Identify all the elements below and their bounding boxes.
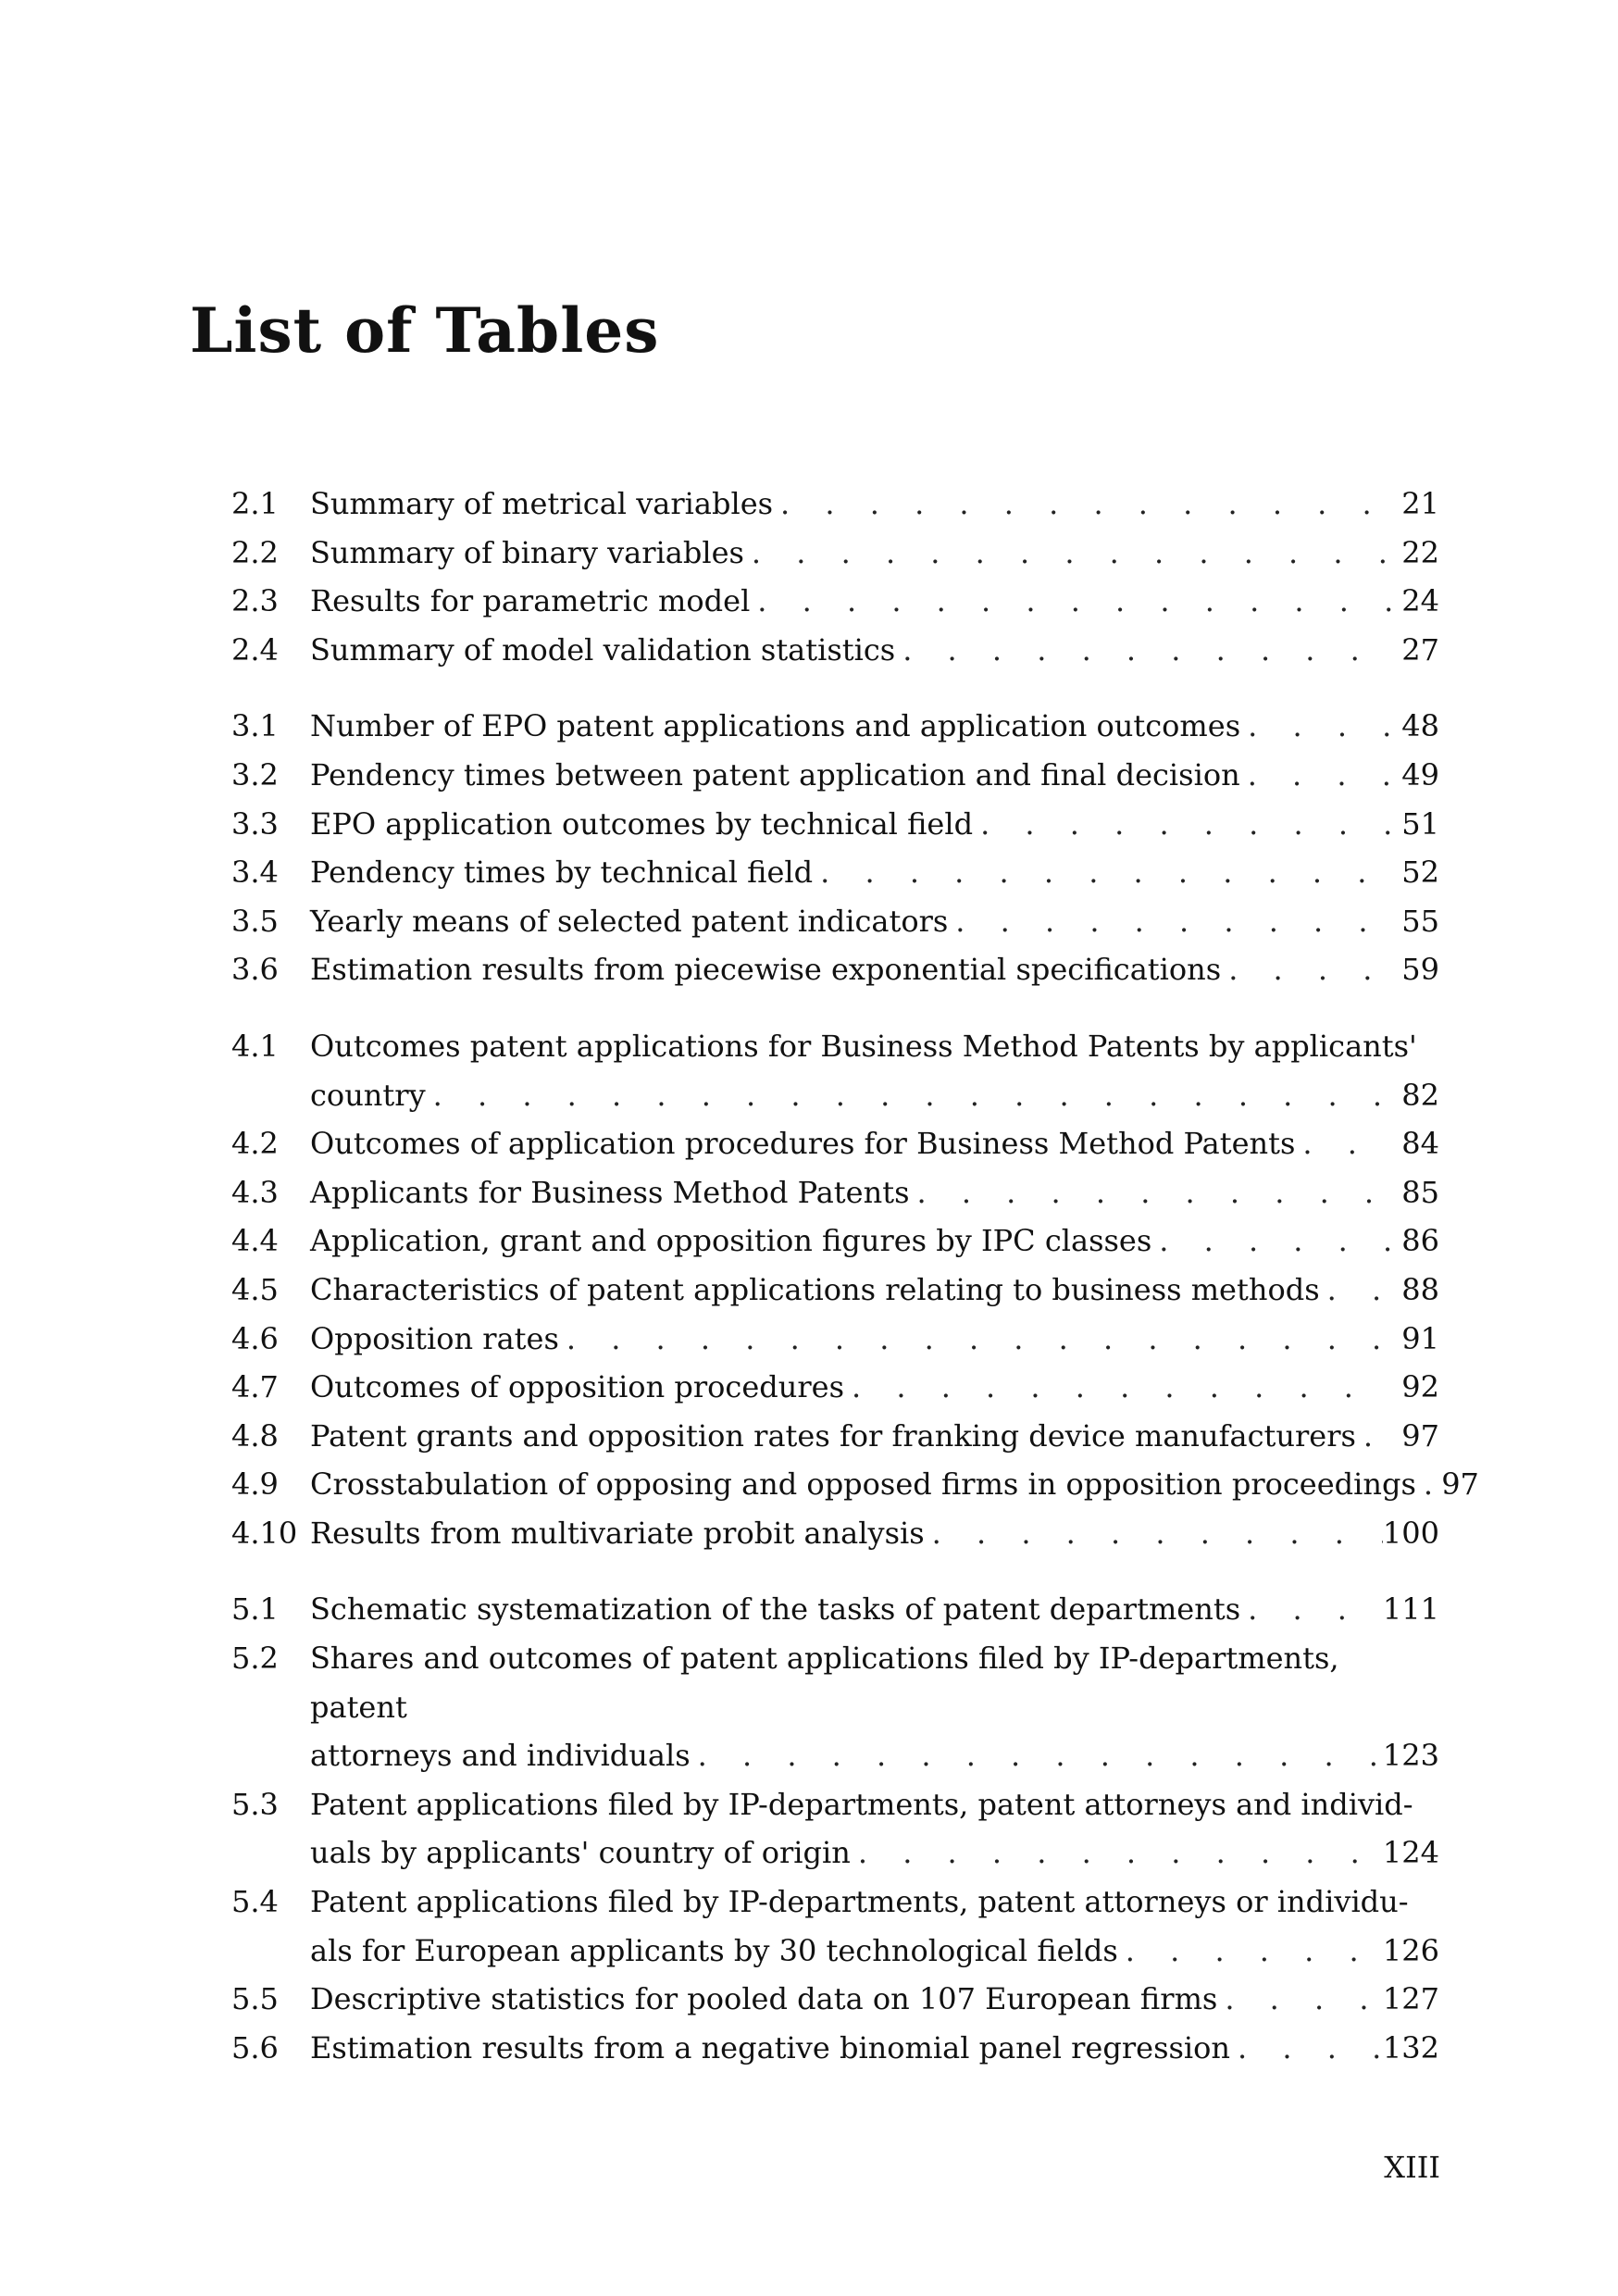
table-title: uals by applicants' country of origin	[310, 1835, 851, 1871]
toc-entry[interactable]	[231, 1119, 1439, 1168]
toc-entry[interactable]	[231, 1022, 1439, 1119]
page-ref: 97	[1441, 1466, 1479, 1503]
table-number: 3.5	[231, 903, 279, 939]
table-title: Crosstabulation of opposing and opposed firms in opposition proceedings	[310, 1466, 1416, 1503]
table-title: als for European applicants by 30 technological fields	[310, 1932, 1118, 1968]
table-number: 4.4	[231, 1223, 279, 1259]
toc-entry[interactable]	[231, 1509, 1439, 1558]
toc-entry[interactable]	[231, 1168, 1439, 1217]
dot-leader	[973, 800, 1391, 849]
dot-leader	[1416, 1460, 1431, 1509]
dot-leader	[691, 1731, 1383, 1780]
table-title: Results for parametric model	[310, 583, 751, 619]
toc-entry[interactable]	[231, 848, 1439, 897]
page-ref: 85	[1401, 1174, 1439, 1210]
toc-entry[interactable]	[231, 1878, 1439, 1975]
page-ref: 24	[1401, 583, 1439, 619]
page-ref: 100	[1382, 1515, 1439, 1551]
table-number: 4.9	[231, 1466, 279, 1503]
table-title: Outcomes of application procedures for Business Method Patents	[310, 1126, 1296, 1162]
table-title-line: Patent applications filed by IP-departments, patent attorneys or individu-	[310, 1884, 1409, 1920]
table-title: Pendency times by technical field	[310, 855, 814, 891]
table-title-line: Shares and outcomes of patent applications filed by IP-departments, patent	[310, 1641, 1339, 1725]
toc-entry[interactable]	[231, 480, 1439, 529]
table-number: 4.2	[231, 1126, 279, 1162]
toc-entry[interactable]	[231, 1780, 1439, 1878]
table-title: Schematic systematization of the tasks of patent departments	[310, 1591, 1241, 1628]
toc-entry[interactable]	[231, 577, 1439, 626]
page-ref: 21	[1401, 486, 1439, 521]
page-ref: 124	[1382, 1835, 1439, 1871]
page-ref: 92	[1401, 1369, 1439, 1405]
table-number: 2.4	[231, 631, 279, 668]
table-number: 3.1	[231, 708, 279, 744]
table-number: 4.6	[231, 1320, 279, 1356]
dot-leader	[1151, 1217, 1391, 1266]
toc-entry[interactable]	[231, 1266, 1439, 1315]
dot-leader	[813, 848, 1391, 897]
dot-leader	[948, 897, 1391, 946]
page-ref: 48	[1401, 708, 1439, 744]
table-title: Estimation results from piecewise exponential specifications	[310, 952, 1222, 988]
toc-entry[interactable]	[231, 1217, 1439, 1266]
toc-entry[interactable]	[231, 751, 1439, 800]
toc-entry[interactable]	[231, 1585, 1439, 1634]
page-ref: 82	[1401, 1077, 1439, 1113]
page-ref: 123	[1382, 1738, 1439, 1774]
table-number: 5.5	[231, 1981, 279, 2017]
table-title: Results from multivariate probit analysis	[310, 1515, 925, 1551]
page-ref: 84	[1401, 1126, 1439, 1162]
table-title: Pendency times between patent application and final decision	[310, 756, 1240, 792]
table-title: Applicants for Business Method Patents	[310, 1174, 910, 1210]
table-number: 4.1	[231, 1028, 279, 1064]
page-ref: 51	[1401, 805, 1439, 842]
table-number: 5.2	[231, 1641, 279, 1677]
page-ref: 127	[1382, 1981, 1439, 2017]
toc-entry[interactable]	[231, 945, 1439, 994]
toc-group	[231, 1022, 1479, 1558]
table-number: 4.5	[231, 1271, 279, 1307]
page-ref: 132	[1382, 2029, 1439, 2065]
table-title: Summary of binary variables	[310, 534, 744, 570]
table-number: 4.10	[231, 1515, 298, 1551]
table-title: country	[310, 1077, 426, 1113]
toc-entry[interactable]	[231, 2024, 1439, 2073]
page-number: XIII	[1384, 2150, 1440, 2185]
table-number: 3.3	[231, 805, 279, 842]
dot-leader	[1230, 2024, 1383, 2073]
table-number: 3.2	[231, 756, 279, 792]
table-title: Patent grants and opposition rates for franking device manufacturers	[310, 1417, 1356, 1454]
dot-leader	[750, 577, 1391, 626]
page-ref: 97	[1401, 1417, 1439, 1454]
page-ref: 86	[1401, 1223, 1439, 1259]
table-number: 3.6	[231, 952, 279, 988]
dot-leader	[744, 529, 1391, 578]
table-title: Summary of metrical variables	[310, 486, 774, 521]
page-ref: 55	[1401, 903, 1439, 939]
page-ref: 91	[1401, 1320, 1439, 1356]
list-of-tables	[231, 480, 1479, 2100]
toc-entry[interactable]	[231, 529, 1439, 578]
table-title: Descriptive statistics for pooled data on 107 European firms	[310, 1981, 1218, 2017]
dot-leader	[1320, 1266, 1391, 1315]
toc-entry[interactable]	[231, 626, 1439, 675]
table-title: Estimation results from a negative binomial panel regression	[310, 2029, 1231, 2065]
dot-leader	[1295, 1119, 1391, 1168]
page-ref: 49	[1401, 756, 1439, 792]
toc-entry[interactable]	[231, 1412, 1439, 1461]
page-ref: 22	[1401, 534, 1439, 570]
dot-leader	[426, 1071, 1391, 1120]
toc-entry[interactable]	[231, 702, 1439, 751]
dot-leader	[1240, 751, 1391, 800]
dot-leader	[851, 1828, 1383, 1878]
table-number: 4.8	[231, 1417, 279, 1454]
toc-entry[interactable]	[231, 1634, 1439, 1780]
dot-leader	[1221, 945, 1391, 994]
table-number: 5.1	[231, 1591, 279, 1628]
dot-leader	[1217, 1975, 1383, 2024]
dot-leader	[773, 480, 1391, 529]
table-title: Summary of model validation statistics	[310, 631, 896, 668]
toc-entry[interactable]	[231, 1460, 1479, 1509]
dot-leader	[925, 1509, 1383, 1558]
table-number: 2.3	[231, 583, 279, 619]
table-number: 2.1	[231, 486, 279, 521]
dot-leader	[844, 1363, 1391, 1412]
table-number: 4.7	[231, 1369, 279, 1405]
dot-leader	[1356, 1412, 1391, 1461]
toc-entry[interactable]	[231, 800, 1439, 849]
dot-leader	[559, 1315, 1391, 1364]
page-ref: 88	[1401, 1271, 1439, 1307]
toc-group	[231, 480, 1439, 674]
toc-entry[interactable]	[231, 1975, 1439, 2024]
dot-leader	[1240, 1585, 1383, 1634]
table-number: 3.4	[231, 855, 279, 891]
table-title: Opposition rates	[310, 1320, 559, 1356]
dot-leader	[909, 1168, 1391, 1217]
page-ref: 111	[1382, 1591, 1439, 1628]
table-title: Number of EPO patent applications and application outcomes	[310, 708, 1241, 744]
table-title: Characteristics of patent applications relating to business methods	[310, 1271, 1320, 1307]
toc-entry[interactable]	[231, 1363, 1439, 1412]
dot-leader	[1118, 1927, 1383, 1976]
table-title-line: Patent applications filed by IP-departments, patent attorneys and individ-	[310, 1786, 1413, 1822]
table-title: Application, grant and opposition figures by IPC classes	[310, 1223, 1152, 1259]
page-title: List of Tables	[190, 294, 660, 367]
table-number: 4.3	[231, 1174, 279, 1210]
page-ref: 27	[1401, 631, 1439, 668]
table-number: 2.2	[231, 534, 279, 570]
table-title: attorneys and individuals	[310, 1738, 691, 1774]
toc-entry[interactable]	[231, 897, 1439, 946]
toc-entry[interactable]	[231, 1315, 1439, 1364]
toc-group	[231, 702, 1439, 994]
dot-leader	[1240, 702, 1391, 751]
table-title: Yearly means of selected patent indicators	[310, 903, 949, 939]
table-number: 5.4	[231, 1884, 279, 1920]
table-number: 5.3	[231, 1786, 279, 1822]
table-number: 5.6	[231, 2029, 279, 2065]
table-title: Outcomes of opposition procedures	[310, 1369, 844, 1405]
page-ref: 52	[1401, 855, 1439, 891]
page-ref: 59	[1401, 952, 1439, 988]
table-title: EPO application outcomes by technical field	[310, 805, 974, 842]
toc-group	[231, 1585, 1439, 2072]
dot-leader	[895, 626, 1391, 675]
table-title-line: Outcomes patent applications for Business Method Patents by applicants'	[310, 1028, 1417, 1064]
page-ref: 126	[1382, 1932, 1439, 1968]
